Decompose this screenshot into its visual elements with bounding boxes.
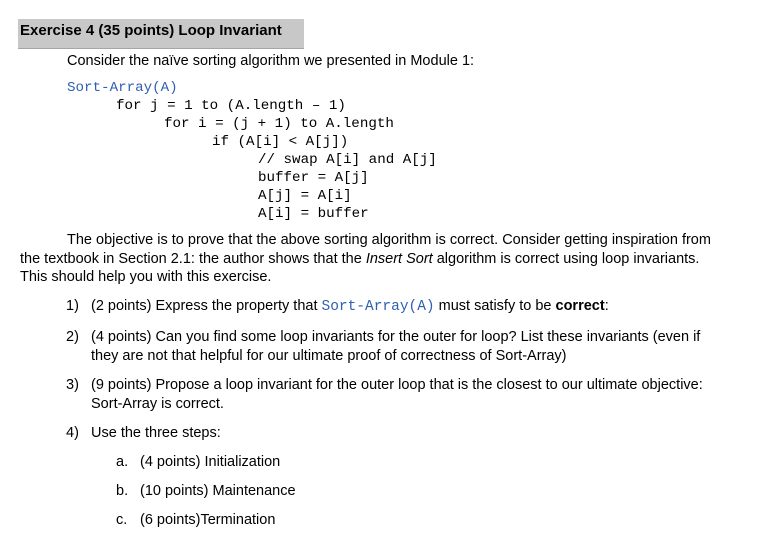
code-line: if (A[i] < A[j]) (212, 134, 349, 150)
objective-line: the textbook in Section 2.1: the author shows that the Insert Sort algorithm is correct using loop invariants. (20, 250, 700, 267)
question-item: (2 points) Express the property that Sort-Array(A) must satisfy to be correct: (91, 298, 609, 315)
objective-paragraph (20, 231, 748, 287)
exercise-title: Exercise 4 (35 points) Loop Invariant (20, 22, 282, 39)
code-comment: // swap A[i] and A[j] (258, 152, 437, 168)
objective-line: This should help you with this exercise. (20, 269, 272, 285)
code-line: for j = 1 to (A.length – 1) (116, 98, 346, 114)
objective-line: The objective is to prove that the above sorting algorithm is correct. Consider getting inspiration from (67, 232, 711, 248)
subitem-letter: b. (116, 483, 129, 499)
code-line: for i = (j + 1) to A.length (164, 116, 394, 132)
function-name: Sort-Array (67, 80, 153, 96)
question-item: (4 points) Can you find some loop invariants for the outer for loop? List these invariants (even if they are not that helpful for our ultimate proof of correctness of Sort-Array) (91, 329, 701, 364)
subitem-letter: a. (116, 454, 129, 470)
code-line: A[j] = A[i] (258, 188, 352, 204)
subitem-text: (10 points) Maintenance (140, 483, 296, 499)
question-item: (9 points) Propose a loop invariant for the outer loop that is the closest to our ultimate objective: Sort-Array is correct. (91, 377, 703, 412)
question-item: Use the three steps: (91, 425, 221, 441)
subitem-text: (6 points)Termination (140, 512, 276, 528)
subitem-letter: c. (116, 512, 128, 528)
code-line: buffer = A[j] (258, 170, 369, 186)
item-number: 1) (66, 298, 79, 314)
intro-text: Consider the naïve sorting algorithm we presented in Module 1: (67, 53, 475, 69)
item-number: 3) (66, 377, 79, 393)
function-arg: (A) (152, 80, 178, 96)
function-signature (67, 79, 178, 97)
subitem-text: (4 points) Initialization (140, 454, 281, 470)
code-line: A[i] = buffer (258, 206, 369, 222)
inline-code: Sort-Array(A) (321, 299, 435, 315)
item-number: 2) (66, 329, 79, 345)
item-number: 4) (66, 425, 79, 441)
